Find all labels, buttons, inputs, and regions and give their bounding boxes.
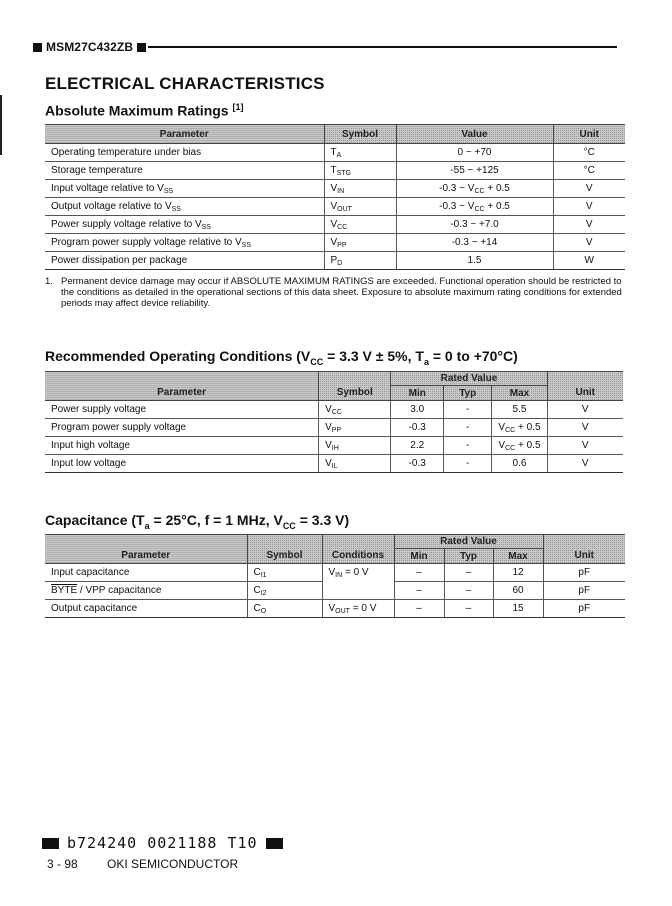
unit-cell xyxy=(553,162,625,180)
cell-text: = 0 V xyxy=(342,566,369,578)
barcode-block-right xyxy=(266,838,283,849)
subscript: OUT xyxy=(335,607,350,615)
unit-cell xyxy=(543,582,625,600)
cell-text: V xyxy=(325,439,332,451)
cell-text: = 0 V xyxy=(349,602,377,614)
cell-text: + 0.5 xyxy=(484,200,510,212)
byte-overlined: BYTE xyxy=(51,585,78,596)
title-part: = 0 to +70°C) xyxy=(428,348,518,364)
unit-cell xyxy=(547,455,623,473)
typ-cell xyxy=(444,455,492,473)
subscript: A xyxy=(336,151,342,159)
min-cell xyxy=(391,401,444,419)
symbol-cell xyxy=(324,216,396,234)
cell-text: pF xyxy=(578,603,591,614)
rec-op-table xyxy=(45,371,623,473)
table-row xyxy=(45,582,625,600)
cell-text: - xyxy=(466,422,470,433)
cap-table xyxy=(45,534,625,618)
max-cell xyxy=(492,455,547,473)
abs-max-title-text: Absolute Maximum Ratings xyxy=(45,102,229,119)
subscript: I2 xyxy=(260,589,267,597)
subscript: I1 xyxy=(260,571,267,579)
barcode-block-left xyxy=(42,838,59,849)
col-header: Symbol xyxy=(324,125,396,144)
unit-cell xyxy=(547,419,623,437)
value-cell xyxy=(396,252,553,270)
part-number: MSM27C432ZB xyxy=(46,40,134,54)
title-sub: CC xyxy=(282,520,296,531)
subscript: IN xyxy=(337,187,345,195)
cell-text: Power supply voltage xyxy=(51,404,147,415)
typ-cell xyxy=(444,419,492,437)
min-cell xyxy=(394,564,444,582)
cell-text: C xyxy=(253,584,261,596)
col-header: Max xyxy=(493,549,543,564)
conditions-cell xyxy=(322,582,394,600)
cell-text: Input voltage relative to V xyxy=(51,182,164,194)
col-header: Min xyxy=(394,549,444,564)
cell-text: Program power supply voltage xyxy=(51,422,187,433)
symbol-cell xyxy=(247,582,322,600)
cell-text: – xyxy=(465,567,472,578)
parameter-cell xyxy=(45,162,324,180)
cell-text: V xyxy=(581,458,589,469)
table-row xyxy=(45,600,625,618)
cell-text: °C xyxy=(583,165,595,176)
cell-text: 15 xyxy=(512,603,524,614)
subscript: SS xyxy=(171,205,181,213)
parameter-cell xyxy=(45,401,319,419)
max-cell xyxy=(492,401,547,419)
parameter-cell xyxy=(45,455,319,473)
parameter-cell xyxy=(45,419,319,437)
cell-text: – xyxy=(465,603,472,614)
cell-text: V xyxy=(325,457,332,469)
typ-cell xyxy=(444,564,493,582)
cell-text: + 0.5 xyxy=(515,439,541,451)
unit-cell xyxy=(543,600,625,618)
barcode-line xyxy=(42,834,283,852)
min-cell xyxy=(391,437,444,455)
cell-text: C xyxy=(253,602,261,614)
col-header: Parameter xyxy=(45,372,319,401)
col-header: Parameter xyxy=(45,535,247,564)
parameter-cell xyxy=(45,198,324,216)
title-part: = 3.3 V ± 5%, T xyxy=(323,348,424,364)
table-row xyxy=(45,437,623,455)
col-header: Typ xyxy=(444,549,493,564)
cell-text: V xyxy=(585,219,593,230)
col-header: Unit xyxy=(543,535,625,564)
rec-op-title xyxy=(45,348,518,367)
table-row xyxy=(45,198,625,216)
subscript: CC xyxy=(474,205,485,213)
title-sub: CC xyxy=(310,356,324,367)
page-footer xyxy=(47,857,238,871)
cell-text: V xyxy=(581,422,589,433)
barcode-text: b724240 0021188 T10 xyxy=(67,834,258,852)
cell-text: Power supply voltage relative to V xyxy=(51,218,202,230)
section-title: ELECTRICAL CHARACTERISTICS xyxy=(45,74,325,93)
col-header: Min xyxy=(391,386,444,401)
footnote-text: Permanent device damage may occur if ABSOLUTE MAXIMUM RATINGS are exceeded. Functional operation should be restricted to the conditions as detailed in the operational sections of this data sheet. Exposure to absolute maximum rating conditions for extended periods may affect device reliability. xyxy=(61,276,622,309)
symbol-cell xyxy=(247,564,322,582)
value-cell xyxy=(396,198,553,216)
max-cell xyxy=(493,564,543,582)
col-header-group: Rated Value xyxy=(391,372,547,386)
col-header: Parameter xyxy=(45,125,324,144)
max-cell xyxy=(493,582,543,600)
cell-text: -0.3 ~ V xyxy=(439,182,475,194)
symbol-cell xyxy=(324,180,396,198)
table-row xyxy=(45,401,623,419)
cell-text: – xyxy=(416,567,422,578)
cell-text: 5.5 xyxy=(512,404,527,415)
title-part: Recommended Operating Conditions (V xyxy=(45,348,311,364)
cell-text: V xyxy=(585,237,593,248)
cell-text: pF xyxy=(578,585,591,596)
cell-text: °C xyxy=(583,147,595,158)
cell-text: Program power supply voltage relative to V xyxy=(51,236,242,248)
cell-text: V xyxy=(325,403,332,415)
cell-text: 60 xyxy=(512,585,524,596)
symbol-cell xyxy=(319,419,391,437)
symbol-cell xyxy=(324,144,396,162)
table-row xyxy=(45,564,625,582)
cell-text: V xyxy=(330,182,338,194)
subscript: CC xyxy=(331,408,342,416)
unit-cell xyxy=(547,437,623,455)
cell-text: V xyxy=(498,439,506,451)
parameter-cell xyxy=(45,437,319,455)
subscript: CC xyxy=(505,426,516,434)
cell-text: V xyxy=(325,421,332,433)
parameter-cell xyxy=(45,234,324,252)
typ-cell xyxy=(444,437,492,455)
symbol-cell xyxy=(319,455,391,473)
unit-cell xyxy=(553,180,625,198)
cell-text: -0.3 ~ +7.0 xyxy=(450,219,499,230)
cell-text: BYTE / VPP capacitance xyxy=(51,585,162,596)
table-row xyxy=(45,234,625,252)
cell-text: – xyxy=(416,585,422,596)
max-cell xyxy=(492,419,547,437)
symbol-cell xyxy=(324,162,396,180)
subscript: PP xyxy=(337,241,347,249)
title-part: = 3.3 V) xyxy=(295,512,350,528)
col-header: Unit xyxy=(553,125,625,144)
cell-text: 12 xyxy=(512,567,524,578)
subscript: SS xyxy=(241,241,251,249)
cell-text: V xyxy=(330,236,338,248)
cell-text: T xyxy=(330,164,337,176)
unit-cell xyxy=(553,144,625,162)
cell-text: Output voltage relative to V xyxy=(51,200,172,212)
cell-text: V xyxy=(585,183,593,194)
col-header: Symbol xyxy=(247,535,322,564)
subscript: D xyxy=(337,259,343,267)
table-row xyxy=(45,455,623,473)
subscript: OUT xyxy=(337,205,352,213)
cell-text: - xyxy=(466,458,470,469)
parameter-cell xyxy=(45,180,324,198)
col-header: Max xyxy=(492,386,547,401)
conditions-cell xyxy=(322,600,394,618)
header-square-right xyxy=(137,43,146,52)
typ-cell xyxy=(444,401,492,419)
col-header: Value xyxy=(396,125,553,144)
cell-text: V xyxy=(328,566,336,578)
table-row xyxy=(45,144,625,162)
cell-text: V xyxy=(585,201,593,212)
typ-cell xyxy=(444,600,493,618)
symbol-cell xyxy=(247,600,322,618)
symbol-cell xyxy=(324,252,396,270)
cell-text: -0.3 ~ +14 xyxy=(451,237,498,248)
subscript: CC xyxy=(505,444,516,452)
subscript: SS xyxy=(163,187,174,195)
header-square-left xyxy=(33,43,42,52)
col-header-group: Rated Value xyxy=(394,535,543,549)
cell-text: V xyxy=(330,218,338,230)
col-header: Typ xyxy=(444,386,492,401)
cell-text: V xyxy=(328,602,336,614)
cell-text: -0.3 ~ V xyxy=(439,200,475,212)
subscript: CC xyxy=(474,187,485,195)
cell-text: 1.5 xyxy=(467,255,482,266)
cell-text: pF xyxy=(578,567,591,578)
cell-text: Input capacitance xyxy=(51,567,130,578)
min-cell xyxy=(391,455,444,473)
parameter-cell xyxy=(45,144,324,162)
value-cell xyxy=(396,234,553,252)
abs-max-title xyxy=(45,102,243,119)
min-cell xyxy=(394,582,444,600)
cell-text: 0.6 xyxy=(512,458,527,469)
unit-cell xyxy=(553,216,625,234)
unit-cell xyxy=(553,234,625,252)
cell-text: P xyxy=(330,254,338,266)
table-row xyxy=(45,252,625,270)
cell-text: W xyxy=(584,255,594,266)
table-row xyxy=(45,216,625,234)
unit-cell xyxy=(553,252,625,270)
table-row xyxy=(45,419,623,437)
cell-text: - xyxy=(466,404,470,415)
cell-text: Operating temperature under bias xyxy=(51,147,202,158)
cap-title xyxy=(45,512,349,531)
subscript: IN xyxy=(335,571,343,579)
cell-text: - xyxy=(466,440,470,451)
scan-edge-mark xyxy=(0,95,2,155)
value-cell xyxy=(396,162,553,180)
unit-cell xyxy=(543,564,625,582)
subscript: IL xyxy=(331,462,338,470)
title-sub: a xyxy=(423,356,429,367)
title-part: = 25°C, f = 1 MHz, V xyxy=(149,512,283,528)
subscript: O xyxy=(260,607,267,615)
cell-text: -55 ~ +125 xyxy=(450,165,499,176)
col-header: Unit xyxy=(547,372,623,401)
header-rule xyxy=(148,46,617,48)
page-number: 3 - 98 xyxy=(47,857,78,871)
symbol-cell xyxy=(324,234,396,252)
footnote-number: 1. xyxy=(45,276,53,287)
footnote-ref: [1] xyxy=(232,102,244,112)
cell-text: 2.2 xyxy=(410,440,425,451)
min-cell xyxy=(394,600,444,618)
cell-text: + 0.5 xyxy=(484,182,510,194)
cell-text: -0.3 xyxy=(408,422,426,433)
symbol-cell xyxy=(319,401,391,419)
symbol-cell xyxy=(319,437,391,455)
cell-text: – xyxy=(465,585,472,596)
parameter-cell xyxy=(45,564,247,582)
symbol-cell xyxy=(324,198,396,216)
unit-cell xyxy=(547,401,623,419)
subscript: CC xyxy=(337,223,348,231)
conditions-cell xyxy=(322,564,394,582)
cell-text: Power dissipation per package xyxy=(51,255,188,266)
table-row xyxy=(45,180,625,198)
cell-text: V xyxy=(581,440,589,451)
cell-text: Output capacitance xyxy=(51,603,138,614)
cell-text: 3.0 xyxy=(410,404,425,415)
subscript: STG xyxy=(336,169,351,177)
col-header: Symbol xyxy=(319,372,391,401)
abs-max-table xyxy=(45,124,625,270)
parameter-cell xyxy=(45,600,247,618)
cell-text: C xyxy=(253,566,261,578)
min-cell xyxy=(391,419,444,437)
subscript: SS xyxy=(201,223,211,231)
cell-text: T xyxy=(330,146,337,158)
cell-text: Input low voltage xyxy=(51,458,127,469)
value-cell xyxy=(396,180,553,198)
running-header xyxy=(33,40,617,54)
parameter-cell xyxy=(45,216,324,234)
col-header: Conditions xyxy=(322,535,394,564)
title-part: Capacitance (T xyxy=(45,512,145,528)
typ-cell xyxy=(444,582,493,600)
company-name: OKI SEMICONDUCTOR xyxy=(107,857,239,871)
value-cell xyxy=(396,144,553,162)
cell-text: V xyxy=(581,404,589,415)
max-cell xyxy=(493,600,543,618)
table-row xyxy=(45,162,625,180)
value-cell xyxy=(396,216,553,234)
parameter-cell xyxy=(45,582,247,600)
title-sub: a xyxy=(144,520,150,531)
cell-text: V xyxy=(498,421,506,433)
parameter-cell xyxy=(45,252,324,270)
cell-text: + 0.5 xyxy=(515,421,541,433)
cell-text: Input high voltage xyxy=(51,440,130,451)
subscript: IH xyxy=(331,444,339,452)
cell-text: Storage temperature xyxy=(51,165,143,176)
cell-text: -0.3 xyxy=(408,458,426,469)
footnote xyxy=(45,276,625,309)
cell-text: 0 ~ +70 xyxy=(457,147,492,158)
cell-text: – xyxy=(416,603,422,614)
subscript: PP xyxy=(331,426,342,434)
max-cell xyxy=(492,437,547,455)
cell-text: V xyxy=(330,200,338,212)
unit-cell xyxy=(553,198,625,216)
